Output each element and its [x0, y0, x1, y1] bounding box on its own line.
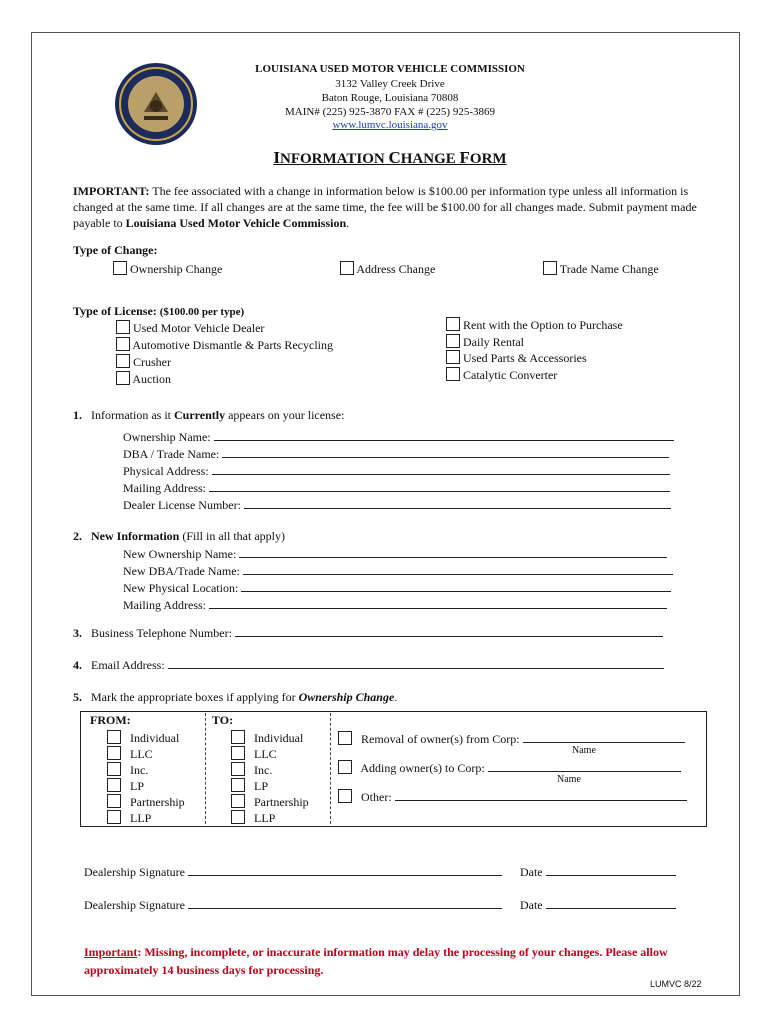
checkbox[interactable] — [107, 762, 121, 776]
section-5-text: Mark the appropriate boxes if applying for — [91, 690, 299, 704]
license-option[interactable] — [446, 317, 623, 333]
to-option[interactable] — [231, 794, 309, 810]
to-label: TO: — [212, 713, 234, 727]
signature-line[interactable] — [188, 897, 502, 909]
field-label: New DBA/Trade Name: — [123, 564, 240, 578]
section-5-emph: Ownership Change — [298, 690, 395, 704]
divider — [330, 713, 331, 824]
checkbox[interactable] — [446, 317, 460, 331]
checkbox[interactable] — [231, 810, 245, 824]
license-option-label: Crusher — [133, 355, 171, 369]
field-line[interactable] — [488, 760, 681, 772]
section-number: 5. — [73, 690, 82, 704]
section-2-text: (Fill in all that apply) — [179, 529, 285, 543]
field-line[interactable] — [209, 597, 667, 609]
license-option[interactable] — [116, 320, 264, 336]
date-label: Date — [519, 865, 543, 879]
from-option[interactable] — [107, 810, 151, 826]
license-option-label: Catalytic Converter — [463, 368, 558, 382]
checkbox[interactable] — [116, 320, 130, 334]
org-website-link[interactable]: www.lumvc.louisiana.gov — [332, 119, 448, 131]
checkbox[interactable] — [446, 334, 460, 348]
change-option-address[interactable] — [340, 261, 435, 277]
divider — [205, 713, 206, 824]
field-label: Other: — [361, 790, 392, 804]
from-option[interactable] — [107, 730, 179, 746]
field-business-telephone[interactable] — [73, 625, 663, 641]
state-seal-icon — [114, 62, 198, 146]
section-2-heading — [73, 529, 285, 544]
section-5-text: . — [394, 690, 398, 704]
field-new-dba-trade-name[interactable] — [123, 563, 673, 579]
license-option-label: Automotive Dismantle & Parts Recycling — [132, 338, 333, 352]
field-email-address[interactable] — [73, 657, 664, 673]
checkbox[interactable] — [107, 746, 121, 760]
checkbox[interactable] — [338, 760, 352, 774]
field-label: New Physical Location: — [123, 581, 239, 595]
checkbox[interactable] — [338, 789, 352, 803]
field-line[interactable] — [241, 580, 671, 592]
field-new-physical-location[interactable] — [123, 580, 671, 596]
org-phones: MAIN# (225) 925-3870 FAX # (225) 925-3869 — [285, 106, 495, 118]
signature-label: Dealership Signature — [84, 898, 185, 912]
type-of-license-fee: ($100.00 per type) — [159, 306, 245, 318]
field-label: Business Telephone Number: — [91, 626, 232, 640]
title-rest-1: NFORMATION — [280, 151, 389, 167]
section-1-emph: Currently — [173, 408, 226, 422]
title-cap-3: F — [459, 148, 470, 167]
from-label: FROM: — [90, 713, 131, 727]
org-address-2: Baton Rouge, Louisiana 70808 — [321, 92, 459, 104]
name-caption: Name — [572, 745, 596, 756]
form-border — [31, 32, 740, 996]
signature-line[interactable] — [188, 864, 502, 876]
change-option-label: Address Change — [356, 262, 436, 276]
to-option[interactable] — [231, 762, 272, 778]
field-dba-trade-name[interactable] — [123, 446, 669, 462]
important-payee: Louisiana Used Motor Vehicle Commission — [125, 216, 347, 230]
field-label: Ownership Name: — [123, 430, 211, 444]
date-line[interactable] — [546, 864, 676, 876]
org-address-1: 3132 Valley Creek Drive — [335, 78, 445, 90]
field-line[interactable] — [243, 563, 673, 575]
signature-label: Dealership Signature — [84, 865, 185, 879]
section-2-emph: New Information — [91, 529, 180, 543]
change-option-label: Ownership Change — [130, 262, 223, 276]
license-option[interactable] — [446, 350, 587, 366]
important-text-2: . — [346, 216, 350, 230]
signature-row-1[interactable] — [84, 864, 676, 880]
important-text-1: The fee associated with a change in information below is $100.00 per information type unless all information is changed at the same time. If all changes are at the same time, the fee will be $100.00 for all changes made. Submit payment made payable to — [73, 184, 697, 230]
type-of-license-heading — [73, 304, 244, 319]
type-of-license-label: Type of License: — [73, 304, 157, 318]
field-label: Physical Address: — [123, 464, 209, 478]
checkbox[interactable] — [116, 371, 130, 385]
section-1-text: Information as it — [91, 408, 174, 422]
section-number: 2. — [73, 529, 82, 543]
checkbox[interactable] — [107, 778, 121, 792]
entity-label: LP — [254, 779, 269, 793]
field-line[interactable] — [212, 463, 670, 475]
checkbox[interactable] — [231, 778, 245, 792]
checkbox[interactable] — [107, 794, 121, 808]
license-option[interactable] — [116, 354, 171, 370]
license-option-label: Used Motor Vehicle Dealer — [133, 321, 265, 335]
org-name: LOUISIANA USED MOTOR VEHICLE COMMISSION — [255, 63, 525, 75]
checkbox[interactable] — [231, 730, 245, 744]
checkbox[interactable] — [107, 730, 121, 744]
entity-label: Individual — [130, 731, 180, 745]
field-line[interactable] — [395, 789, 687, 801]
field-physical-address[interactable] — [123, 463, 670, 479]
important-lead: IMPORTANT: — [73, 184, 150, 198]
field-new-ownership-name[interactable] — [123, 546, 667, 562]
field-label: Removal of owner(s) from Corp: — [361, 732, 520, 746]
entity-label: LLP — [130, 811, 152, 825]
checkbox[interactable] — [116, 337, 130, 351]
license-option[interactable] — [116, 371, 171, 387]
field-label: Mailing Address: — [123, 598, 206, 612]
form-title — [220, 148, 560, 168]
from-option[interactable] — [107, 794, 185, 810]
entity-label: LP — [130, 779, 145, 793]
change-option-label: Trade Name Change — [559, 262, 659, 276]
checkbox[interactable] — [543, 261, 557, 275]
change-option-ownership[interactable] — [113, 261, 222, 277]
license-option[interactable] — [446, 334, 524, 350]
section-number: 4. — [73, 658, 82, 672]
entity-label: Partnership — [130, 795, 185, 809]
entity-label: Partnership — [254, 795, 309, 809]
to-option[interactable] — [231, 778, 268, 794]
from-option[interactable] — [107, 778, 144, 794]
signature-row-2[interactable] — [84, 897, 676, 913]
title-cap-2: C — [388, 148, 401, 167]
section-1-heading — [73, 408, 344, 423]
change-option-trade-name[interactable] — [543, 261, 659, 277]
field-label: Adding owner(s) to Corp: — [360, 761, 485, 775]
entity-label: LLP — [254, 811, 276, 825]
license-option-label: Used Parts & Accessories — [463, 351, 587, 365]
field-label: New Ownership Name: — [123, 547, 237, 561]
entity-label: LLC — [254, 747, 277, 761]
license-option-label: Rent with the Option to Purchase — [463, 318, 623, 332]
field-line[interactable] — [209, 480, 670, 492]
date-line[interactable] — [546, 897, 676, 909]
warning-text: : Missing, incomplete, or inaccurate information may delay the processing of your changes. Please allow approximately 14 business days for processing. — [84, 945, 668, 977]
warning-lead: Important — [84, 945, 138, 959]
section-1-text: appears on your license: — [225, 408, 345, 422]
from-option[interactable] — [107, 762, 148, 778]
field-label: Mailing Address: — [123, 481, 206, 495]
form-code: LUMVC 8/22 — [650, 979, 702, 989]
field-ownership-name[interactable] — [123, 429, 674, 445]
field-line[interactable] — [222, 446, 669, 458]
field-new-mailing-address[interactable] — [123, 597, 667, 613]
field-label: Dealer License Number: — [123, 498, 241, 512]
checkbox[interactable] — [446, 350, 460, 364]
field-line[interactable] — [239, 546, 667, 558]
processing-warning — [84, 943, 699, 979]
license-option[interactable] — [116, 337, 333, 353]
field-label: DBA / Trade Name: — [123, 447, 220, 461]
field-line[interactable] — [168, 657, 664, 669]
checkbox[interactable] — [116, 354, 130, 368]
field-line[interactable] — [235, 625, 663, 637]
checkbox[interactable] — [113, 261, 127, 275]
license-option[interactable] — [446, 367, 557, 383]
checkbox[interactable] — [231, 746, 245, 760]
field-mailing-address[interactable] — [123, 480, 670, 496]
section-5-heading — [73, 690, 397, 705]
checkbox[interactable] — [338, 731, 352, 745]
checkbox[interactable] — [231, 762, 245, 776]
other-field[interactable] — [338, 789, 687, 805]
field-dealer-license-number[interactable] — [123, 497, 671, 513]
field-line[interactable] — [523, 731, 685, 743]
removal-owner-field[interactable] — [338, 731, 685, 747]
checkbox[interactable] — [446, 367, 460, 381]
license-option-label: Daily Rental — [463, 335, 524, 349]
from-option[interactable] — [107, 746, 153, 762]
title-rest-2: HANGE — [400, 151, 460, 167]
to-option[interactable] — [231, 730, 303, 746]
to-option[interactable] — [231, 810, 275, 826]
checkbox[interactable] — [107, 810, 121, 824]
entity-label: Inc. — [254, 763, 273, 777]
license-option-label: Auction — [132, 372, 172, 386]
section-number: 1. — [73, 408, 82, 422]
title-rest-3: ORM — [469, 151, 507, 167]
to-option[interactable] — [231, 746, 277, 762]
type-of-change-label: Type of Change: — [73, 243, 158, 257]
field-line[interactable] — [244, 497, 671, 509]
adding-owner-field[interactable] — [338, 760, 681, 776]
checkbox[interactable] — [231, 794, 245, 808]
title-cap-1: I — [273, 148, 281, 167]
checkbox[interactable] — [340, 261, 354, 275]
entity-label: Inc. — [130, 763, 149, 777]
field-label: Email Address: — [91, 658, 165, 672]
name-caption: Name — [557, 774, 581, 785]
entity-label: Individual — [254, 731, 304, 745]
entity-label: LLC — [130, 747, 153, 761]
field-line[interactable] — [214, 429, 674, 441]
important-notice — [73, 183, 713, 231]
date-label: Date — [519, 898, 543, 912]
section-number: 3. — [73, 626, 82, 640]
